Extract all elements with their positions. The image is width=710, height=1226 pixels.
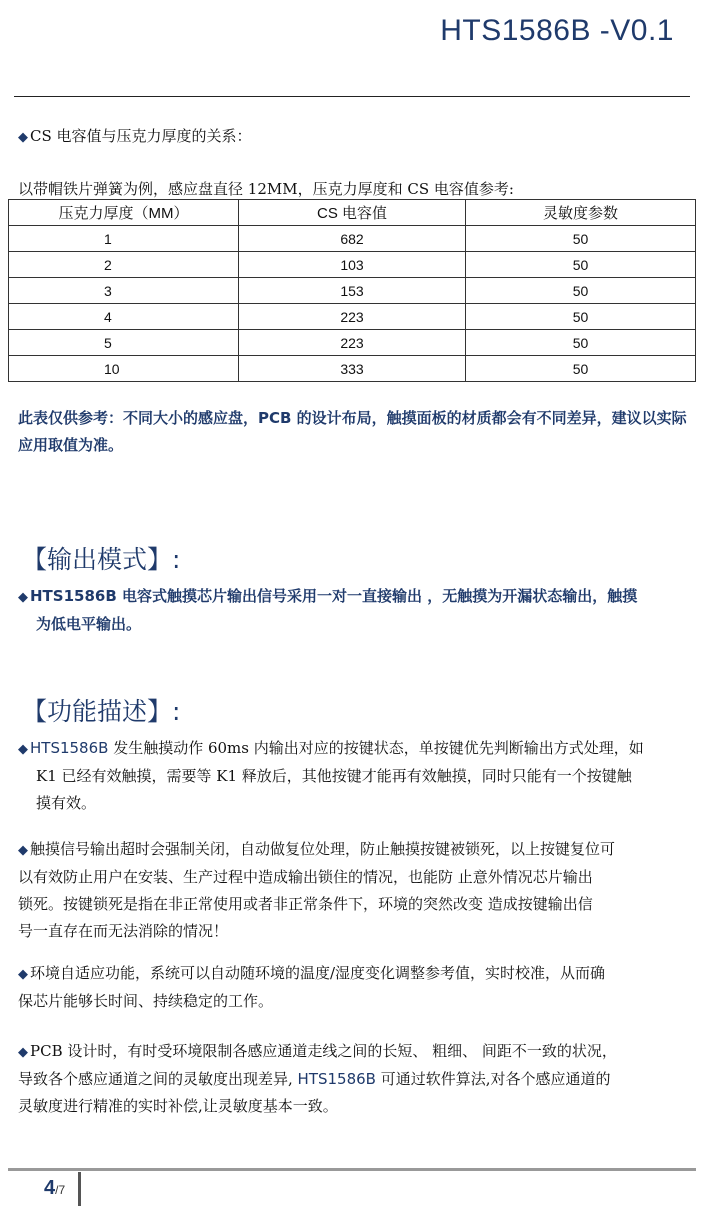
diamond-bullet-icon: ◆ [18, 742, 28, 757]
table-cell: 223 [239, 304, 466, 330]
table-cell: 103 [239, 252, 466, 278]
diamond-bullet-icon: ◆ [18, 1045, 28, 1060]
p2-line-4: 号一直存在而无法消除的情况！ [18, 922, 229, 940]
p1-line-1: 发生触摸动作 60ms 内输出对应的按键状态，单按键优先判断输出方式处理，如 [108, 739, 644, 757]
table-row [9, 304, 696, 330]
chip-model-text: HTS1586B [30, 739, 109, 757]
table-cell: 153 [239, 278, 466, 304]
table-row [9, 330, 696, 356]
column-header-sensitivity: 灵敏度参数 [466, 200, 696, 226]
cs-section-heading [18, 125, 252, 146]
table-cell: 5 [9, 330, 239, 356]
table-cell: 50 [466, 330, 696, 356]
p2-line-3: 锁死。按键锁死是指在非正常使用或者非正常条件下，环境的突然改变 造成按键输出信 [18, 895, 593, 913]
p4-line-2a: 导致各个感应通道之间的灵敏度出现差异, [18, 1070, 298, 1088]
table-cell: 2 [9, 252, 239, 278]
diamond-bullet-icon: ◆ [18, 967, 28, 982]
table-header-row [9, 200, 696, 226]
table-cell: 50 [466, 304, 696, 330]
cs-heading-text: CS 电容值与压克力厚度的关系： [30, 127, 252, 145]
output-line-1: HTS1586B 电容式触摸芯片输出信号采用一对一直接输出 ，无触摸为开漏状态输出，触摸 [30, 587, 638, 605]
output-line-2: 为低电平输出。 [36, 615, 142, 633]
table-row [9, 252, 696, 278]
table-cell: 50 [466, 356, 696, 382]
column-header-thickness: 压克力厚度（MM） [9, 200, 239, 226]
page-number-bar [78, 1172, 81, 1206]
table-cell: 1 [9, 226, 239, 252]
p2-line-1: 触摸信号输出超时会强制关闭，自动做复位处理，防止触摸按键被锁死，以上按键复位可 [30, 840, 616, 858]
footer-divider [8, 1168, 696, 1171]
table-row [9, 226, 696, 252]
column-header-cs: CS 电容值 [239, 200, 466, 226]
table-row [9, 356, 696, 382]
document-title: HTS1586B -V0.1 [440, 14, 674, 47]
chip-model-text: HTS1586B [297, 1070, 376, 1088]
page-number [44, 1177, 65, 1200]
total-pages: /7 [55, 1183, 66, 1197]
table-row [9, 278, 696, 304]
table-reference-note: 此表仅供参考：不同大小的感应盘，PCB 的设计布局，触摸面板的材质都会有不同差异，建议以实际应用取值为准。 [18, 409, 687, 454]
p2-line-2: 以有效防止用户在安装、生产过程中造成输出锁住的情况，也能防 止意外情况芯片输出 [18, 868, 593, 886]
table-cell: 50 [466, 278, 696, 304]
function-paragraph-3 [18, 960, 694, 1015]
diamond-bullet-icon: ◆ [18, 590, 28, 605]
table-cell: 10 [9, 356, 239, 382]
function-description-heading: 【功能描述】: [22, 697, 181, 726]
table-cell: 50 [466, 226, 696, 252]
cs-capacitance-table [8, 199, 696, 382]
table-cell: 50 [466, 252, 696, 278]
cs-intro-text: 以带帽铁片弹簧为例，感应盘直径 12MM，压克力厚度和 CS 电容值参考: [18, 180, 514, 198]
p1-line-2: K1 已经有效触摸，需要等 K1 释放后，其他按键才能再有效触摸，同时只能有一个按键触 [36, 767, 632, 785]
p4-line-2c: 可通过软件算法,对各个感应通道的 [375, 1070, 611, 1088]
table-cell: 3 [9, 278, 239, 304]
table-cell: 333 [239, 356, 466, 382]
p4-line-3: 灵敏度进行精准的实时补偿,让灵敏度基本一致。 [18, 1097, 338, 1115]
current-page: 4 [44, 1177, 56, 1199]
table-cell: 223 [239, 330, 466, 356]
p1-line-3: 摸有效。 [36, 794, 97, 812]
diamond-bullet-icon: ◆ [18, 130, 28, 145]
output-mode-paragraph [18, 583, 694, 638]
function-paragraph-1 [18, 735, 694, 817]
p3-line-2: 保芯片能够长时间、持续稳定的工作。 [18, 992, 274, 1010]
header-divider [14, 96, 690, 97]
output-mode-heading: 【输出模式】: [22, 545, 181, 574]
table-cell: 4 [9, 304, 239, 330]
p3-line-1: 环境自适应功能，系统可以自动随环境的温度/湿度变化调整参考值，实时校准，从而确 [30, 964, 606, 982]
function-paragraph-4 [18, 1038, 694, 1120]
function-paragraph-2 [18, 836, 694, 945]
table-cell: 682 [239, 226, 466, 252]
diamond-bullet-icon: ◆ [18, 843, 28, 858]
p4-line-1: PCB 设计时，有时受环境限制各感应通道走线之间的长短、 粗细、 间距不一致的状况， [30, 1042, 617, 1060]
